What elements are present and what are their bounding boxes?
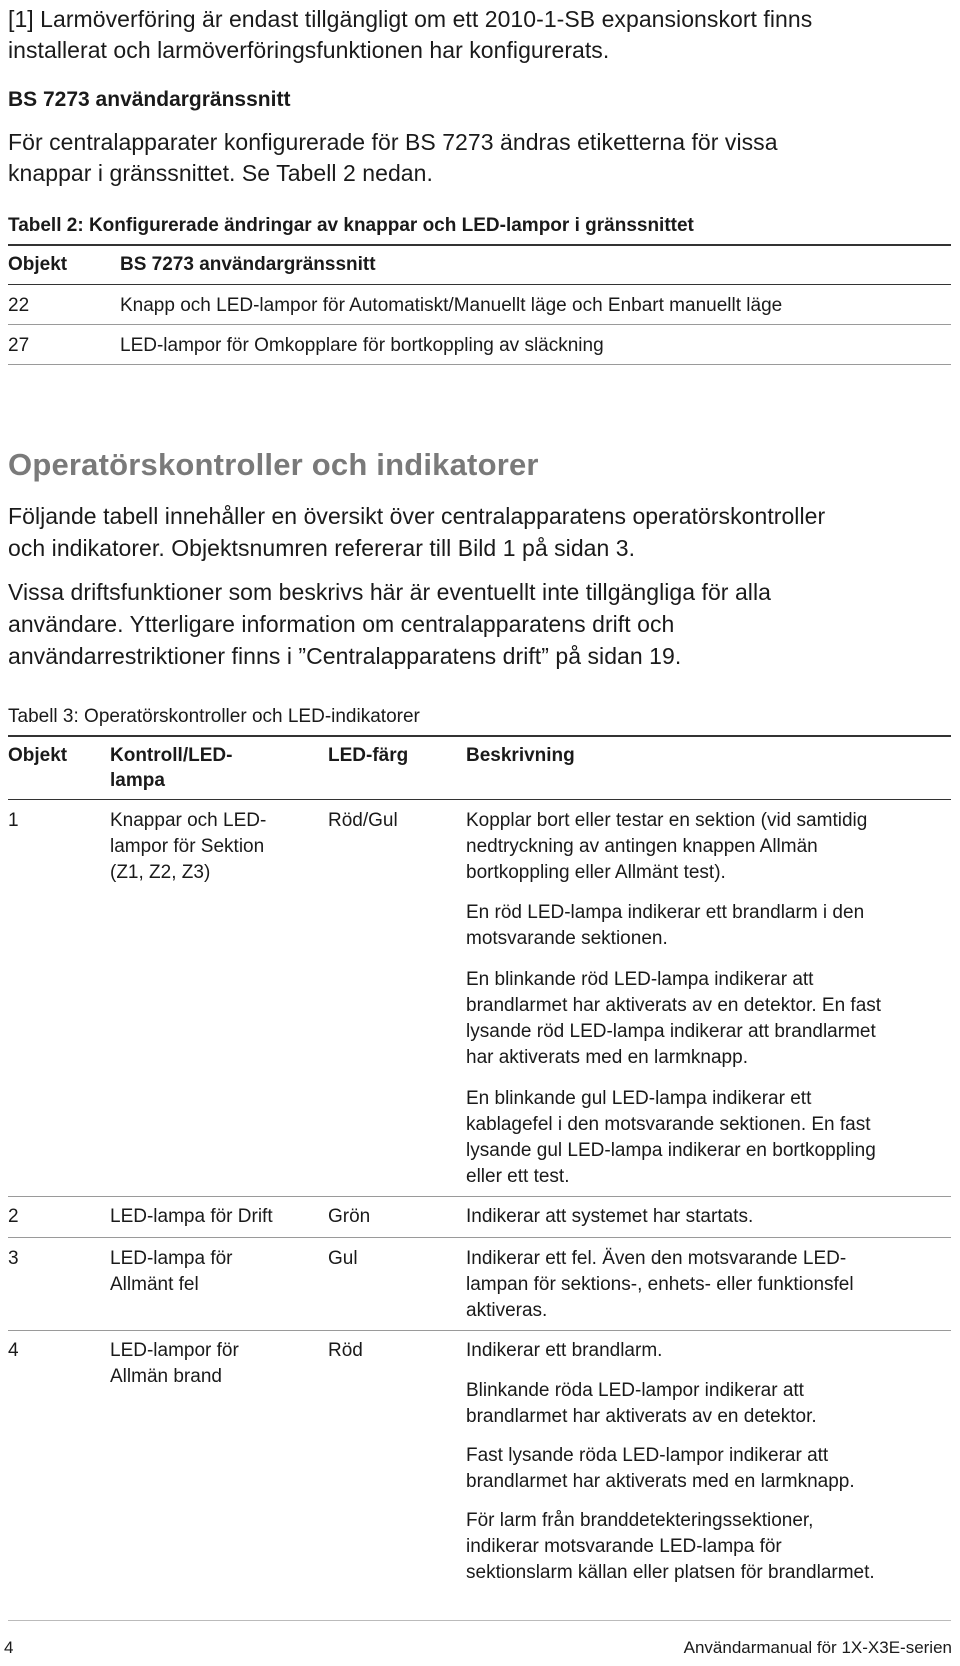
table-cell: LED-lampa för xyxy=(110,1248,233,1269)
table-rule xyxy=(8,799,951,800)
table-cell: (Z1, Z2, Z3) xyxy=(110,862,211,883)
table-cell: Grön xyxy=(328,1206,371,1227)
table-rule xyxy=(8,244,951,246)
table-cell: Knapp och LED-lampor för Automatiskt/Manuellt läge och Enbart manuellt läge xyxy=(120,295,783,316)
footnote-line: [1] Larmöverföring är endast tillgängligt om ett 2010-1-SB expansionskort finns xyxy=(8,6,813,32)
table-cell: Indikerar att systemet har startats. xyxy=(466,1206,754,1227)
paragraph-line: Följande tabell innehåller en översikt över centralapparatens operatörskontroller xyxy=(8,503,826,529)
table-cell: 22 xyxy=(8,295,30,316)
table-cell: En röd LED-lampa indikerar ett brandlarm i den xyxy=(466,902,865,923)
footnote-line: installerat och larmöverföringsfunktionen har konfigurerats. xyxy=(8,37,610,63)
table-header-cell: BS 7273 användargränssnitt xyxy=(120,254,376,275)
table-cell: indikerar motsvarande LED-lampa för xyxy=(466,1536,782,1557)
table-cell: Knappar och LED- xyxy=(110,810,267,831)
table-cell: brandlarmet har aktiverats med en larmknapp. xyxy=(466,1471,855,1492)
paragraph-line: användare. Ytterligare information om centralapparatens drift och xyxy=(8,611,675,637)
table-cell: Allmänt fel xyxy=(110,1274,199,1295)
table-cell: brandlarmet har aktiverats av en detektor. xyxy=(466,1406,817,1427)
paragraph-line: och indikatorer. Objektsnumren refererar till Bild 1 på sidan 3. xyxy=(8,535,636,561)
table-cell: Röd/Gul xyxy=(328,810,398,831)
table-cell: LED-lampa för Drift xyxy=(110,1206,273,1227)
table-header-cell: lampa xyxy=(110,770,165,791)
table-header-cell: Kontroll/LED- xyxy=(110,745,233,766)
footer-rule xyxy=(8,1620,951,1621)
table-header-cell: LED-färg xyxy=(328,745,409,766)
paragraph-line: För centralapparater konfigurerade för BS 7273 ändras etiketterna för vissa xyxy=(8,129,778,155)
table-caption: Tabell 3: Operatörskontroller och LED-indikatorer xyxy=(8,706,420,727)
table-rule xyxy=(8,1237,951,1238)
paragraph-line: knappar i gränssnittet. Se Tabell 2 nedan. xyxy=(8,160,433,186)
table-cell: För larm från branddetekteringssektioner, xyxy=(466,1510,814,1531)
table-cell: 27 xyxy=(8,335,30,356)
chapter-heading: Operatörskontroller och indikatorer xyxy=(8,447,539,482)
table-cell: Blinkande röda LED-lampor indikerar att xyxy=(466,1380,804,1401)
table-cell: nedtryckning av antingen knappen Allmän xyxy=(466,836,818,857)
document-title: Användarmanual för 1X-X3E-serien xyxy=(683,1638,952,1657)
table-header-cell: Objekt xyxy=(8,254,68,275)
table-cell: kablagefel i den motsvarande sektionen. En fast xyxy=(466,1114,871,1135)
table-cell: Röd xyxy=(328,1340,363,1361)
table-cell: eller ett test. xyxy=(466,1166,570,1187)
table-cell: En blinkande röd LED-lampa indikerar att xyxy=(466,969,814,990)
table-cell: 1 xyxy=(8,810,19,831)
table-cell: lampor för Sektion xyxy=(110,836,265,857)
table-cell: lampan för sektions-, enhets- eller funktionsfel xyxy=(466,1274,854,1295)
table-rule xyxy=(8,324,951,325)
table-cell: LED-lampor för Omkopplare för bortkoppling av släckning xyxy=(120,335,604,356)
table-header-cell: Objekt xyxy=(8,745,68,766)
paragraph-line: användarrestriktioner finns i ”Centralapparatens drift” på sidan 19. xyxy=(8,643,682,669)
table-cell: sektionslarm källan eller platsen för brandlarmet. xyxy=(466,1562,875,1583)
table-rule xyxy=(8,284,951,285)
table-cell: En blinkande gul LED-lampa indikerar ett xyxy=(466,1088,812,1109)
table-cell: lysande gul LED-lampa indikerar en bortkoppling xyxy=(466,1140,876,1161)
table-cell: 2 xyxy=(8,1206,19,1227)
table-cell: Indikerar ett brandlarm. xyxy=(466,1340,663,1361)
table-rule xyxy=(8,364,951,365)
table-cell: Allmän brand xyxy=(110,1366,222,1387)
table-cell: LED-lampor för xyxy=(110,1340,239,1361)
table-cell: Kopplar bort eller testar en sektion (vid samtidig xyxy=(466,810,868,831)
table-cell: 4 xyxy=(8,1340,19,1361)
table-cell: motsvarande sektionen. xyxy=(466,928,668,949)
table-caption: Tabell 2: Konfigurerade ändringar av knappar och LED-lampor i gränssnittet xyxy=(8,215,694,236)
section-heading: BS 7273 användargränssnitt xyxy=(8,88,291,111)
table-cell: 3 xyxy=(8,1248,19,1269)
table-cell: Fast lysande röda LED-lampor indikerar att xyxy=(466,1445,829,1466)
table-cell: har aktiverats med en larmknapp. xyxy=(466,1047,748,1068)
paragraph-line: Vissa driftsfunktioner som beskrivs här är eventuellt inte tillgängliga för alla xyxy=(8,579,771,605)
table-cell: Indikerar ett fel. Även den motsvarande LED- xyxy=(466,1248,847,1269)
table-rule xyxy=(8,1330,951,1331)
table-rule xyxy=(8,1196,951,1197)
table-cell: lysande röd LED-lampa indikerar att brandlarmet xyxy=(466,1021,876,1042)
table-rule xyxy=(8,735,951,737)
table-cell: Gul xyxy=(328,1248,358,1269)
table-cell: brandlarmet har aktiverats av en detektor. En fast xyxy=(466,995,882,1016)
table-cell: bortkoppling eller Allmänt test). xyxy=(466,862,726,883)
table-header-cell: Beskrivning xyxy=(466,745,575,766)
page-number: 4 xyxy=(4,1638,14,1657)
table-cell: aktiveras. xyxy=(466,1300,548,1321)
